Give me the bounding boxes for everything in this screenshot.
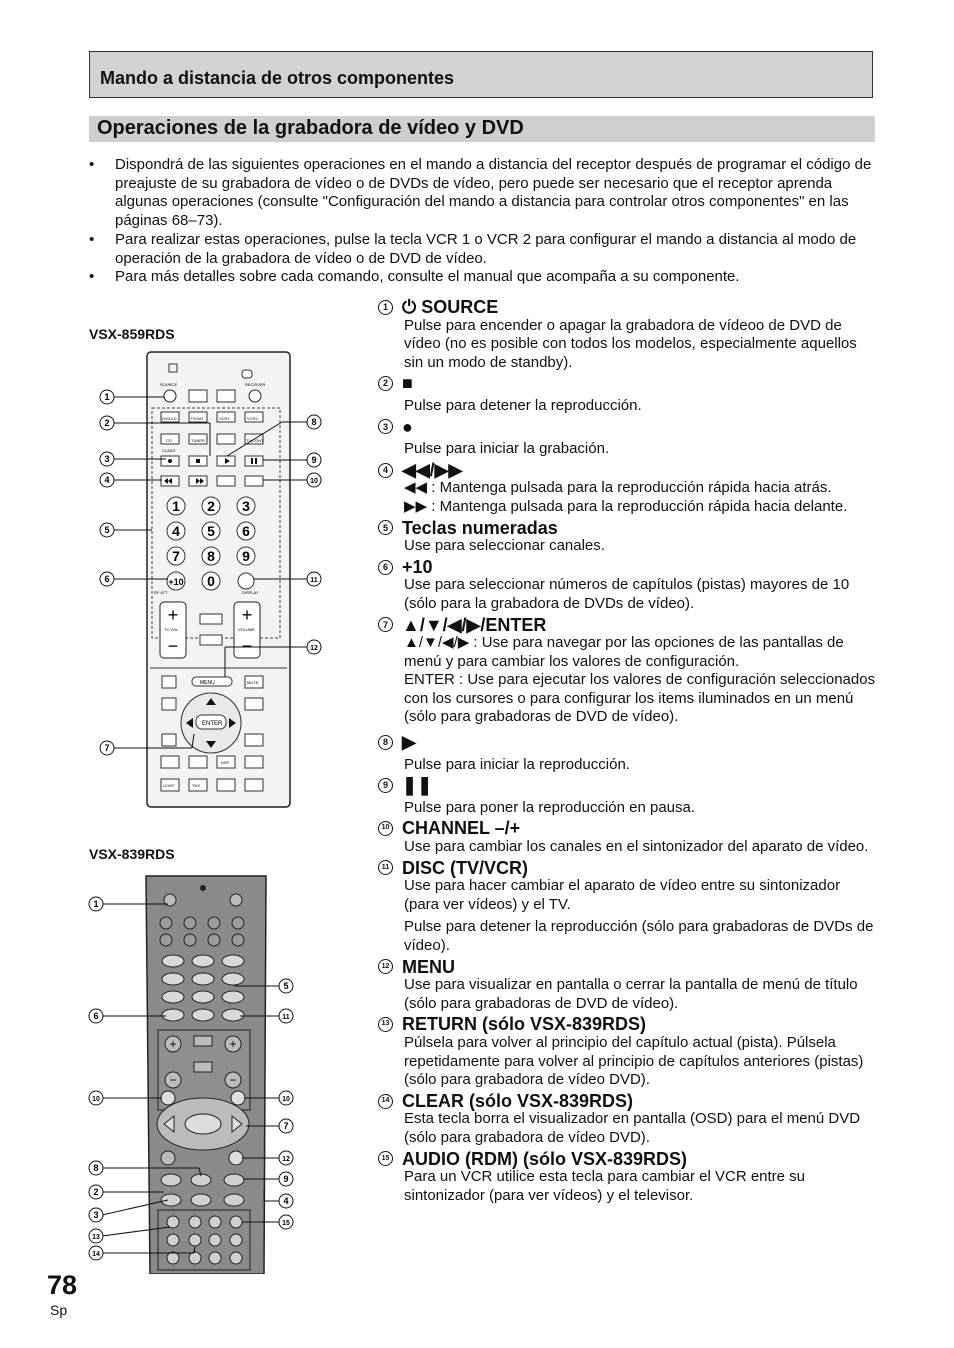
svg-text:−: − bbox=[229, 1073, 237, 1087]
key-label: DVD/LD bbox=[162, 416, 177, 421]
digit-0: 0 bbox=[207, 573, 215, 589]
item-5 bbox=[378, 519, 878, 556]
key-label: VCR1 bbox=[219, 416, 230, 421]
language-code: Sp bbox=[50, 1302, 68, 1318]
callout-number: 9 bbox=[283, 1174, 289, 1184]
item-description: ◀◀ : Mantenga pulsada para la reproducción rápida hacia atrás. bbox=[404, 479, 832, 497]
key-label: MUTE bbox=[247, 680, 259, 685]
item-description: Use para cambiar los canales en el sintonizador del aparato de vídeo. bbox=[404, 838, 869, 856]
key-label: MENU bbox=[200, 680, 215, 686]
item-title: ◀◀/▶▶ bbox=[402, 459, 463, 480]
digit-5: 5 bbox=[207, 523, 215, 539]
callout-number: 15 bbox=[282, 1220, 290, 1227]
item-title: CLEAR (sólo VSX-839RDS) bbox=[402, 1090, 634, 1111]
item-2 bbox=[378, 374, 878, 415]
item-title: CHANNEL –/+ bbox=[402, 818, 521, 839]
callout-number: 5 bbox=[283, 981, 289, 991]
callout-number: 11 bbox=[310, 577, 318, 584]
item-description: Pulse para detener la reproducción. bbox=[404, 396, 642, 414]
callout-number: 2 bbox=[104, 418, 110, 428]
svg-text:−: − bbox=[169, 1073, 177, 1087]
item-8 bbox=[378, 733, 878, 774]
digit-2: 2 bbox=[207, 498, 215, 514]
item-heading bbox=[378, 776, 878, 795]
item-heading bbox=[378, 298, 878, 317]
item-7 bbox=[378, 616, 878, 732]
item-heading bbox=[378, 461, 878, 480]
digit-9: 9 bbox=[242, 548, 250, 564]
item-number: 6 bbox=[378, 560, 393, 575]
item-6 bbox=[378, 558, 878, 614]
item-description: Use para hacer cambiar el aparato de vídeo entre su sintonizador (para ver vídeos) y el TV. bbox=[404, 877, 841, 913]
digit-plus10: +10 bbox=[168, 577, 184, 587]
callout-number: 7 bbox=[283, 1121, 289, 1131]
item-title: +10 bbox=[402, 556, 433, 577]
item-description: Use para seleccionar canales. bbox=[404, 537, 605, 555]
item-number: 7 bbox=[378, 617, 393, 632]
callout-number: 4 bbox=[104, 475, 110, 485]
item-10 bbox=[378, 819, 878, 856]
item-number: 15 bbox=[378, 1151, 393, 1166]
item-9 bbox=[378, 776, 878, 817]
item-title: Teclas numeradas bbox=[402, 517, 558, 538]
item-description: ▲/▼/◀/▶ : Use para navegar por las opciones de las pantallas de menú y para cambiar los valores de configuración. bbox=[404, 634, 844, 670]
model-label-839: VSX-839RDS bbox=[89, 846, 175, 862]
svg-text:+: + bbox=[169, 1037, 177, 1051]
callout-number: 6 bbox=[93, 1011, 99, 1021]
key-label: LIGHT bbox=[163, 783, 175, 788]
item-number: 9 bbox=[378, 778, 393, 793]
item-number: 3 bbox=[378, 419, 393, 434]
section-title: Operaciones de la grabadora de vídeo y DVD bbox=[97, 117, 524, 139]
item-heading bbox=[378, 859, 878, 878]
callout-number: 10 bbox=[310, 478, 318, 485]
key-label: VOLUME bbox=[238, 627, 255, 632]
callout-number: 13 bbox=[92, 1234, 100, 1241]
callout-number: 10 bbox=[92, 1096, 100, 1103]
svg-text:+: + bbox=[241, 605, 253, 625]
key-label: TV VOL bbox=[164, 627, 179, 632]
item-description: Esta tecla borra el visualizador en pantalla (OSD) para el menú DVD (sólo para grabadora de vídeo DVD). bbox=[404, 1110, 861, 1146]
key-label: TUNER bbox=[191, 438, 205, 443]
item-number: 8 bbox=[378, 735, 393, 750]
item-heading bbox=[378, 819, 878, 838]
item-number: 12 bbox=[378, 959, 393, 974]
item-title: ▶ bbox=[402, 732, 416, 753]
bullet-item: • Dispondrá de las siguientes operaciones en el mando a distancia del receptor después de programar el código de preajuste de su grabadora de vídeo o de DVDs de vídeo, pero puede ser necesario que el receptor aprenda algunas operaciones (consulte "Configuración del mando a distancia para controlar otros componentes" en las páginas 68–73). bbox=[89, 156, 872, 229]
item-title: MENU bbox=[402, 956, 455, 977]
item-14 bbox=[378, 1092, 878, 1148]
item-4 bbox=[378, 461, 878, 517]
item-description: Pulse para detener la reproducción (sólo para grabadoras de DVDs de vídeo). bbox=[404, 918, 874, 954]
callout-number: 1 bbox=[104, 392, 110, 402]
subsection-header bbox=[89, 116, 875, 142]
item-description: Púlsela para volver al principio del capítulo actual (pista). Púlsela repetidamente para volver al principio de capítulos anteriores (pistas) (sólo para grabadora de vídeo DVD). bbox=[404, 1033, 864, 1089]
item-description: Pulse para poner la reproducción en pausa. bbox=[404, 798, 696, 816]
callout-number: 11 bbox=[282, 1014, 290, 1021]
item-heading bbox=[378, 558, 878, 577]
callout-number: 14 bbox=[92, 1251, 100, 1258]
callout-number: 5 bbox=[104, 525, 110, 535]
key-label: VCR2 bbox=[247, 416, 258, 421]
callout-number: 6 bbox=[104, 574, 110, 584]
item-heading bbox=[378, 1092, 878, 1111]
key-label: DSP bbox=[221, 760, 230, 765]
digit-7: 7 bbox=[172, 548, 180, 564]
item-title: ❚❚ bbox=[402, 775, 433, 796]
key-label: TV/CONT bbox=[246, 438, 264, 443]
item-description: Pulse para encender o apagar la grabadora de vídeoo de DVD de vídeo (no es posible con todos los modelos, especialmente aquellos sin un modo de standby). bbox=[404, 316, 857, 371]
item-heading bbox=[378, 1150, 878, 1169]
key-label: ENTER bbox=[202, 721, 223, 727]
item-description: ENTER : Use para ejecutar los valores de configuración seleccionados con los cursores o para configurar los items iluminados en un menú (sólo para grabadoras de DVD de vídeo). bbox=[404, 671, 876, 726]
item-13 bbox=[378, 1015, 878, 1089]
key-label: THX bbox=[192, 783, 200, 788]
item-description: Use para seleccionar números de capítulos (pistas) mayores de 10 (sólo para la grabadora de DVDs de vídeo). bbox=[404, 576, 850, 612]
item-number: 2 bbox=[378, 376, 393, 391]
key-label: CD bbox=[166, 438, 172, 443]
item-description: Para un VCR utilice esta tecla para cambiar el VCR entre su sintonizador (para ver vídeos) y el televisor. bbox=[404, 1168, 806, 1204]
remote-illustration-859 bbox=[92, 350, 332, 810]
item-heading bbox=[378, 958, 878, 977]
key-label: RECEIVER bbox=[245, 382, 266, 387]
item-number: 1 bbox=[378, 300, 393, 315]
item-title: ⏻ SOURCE bbox=[402, 297, 499, 317]
page-number: 78 bbox=[47, 1270, 78, 1300]
item-11 bbox=[378, 859, 878, 956]
bullet-item: • Para más detalles sobre cada comando, consulte el manual que acompaña a su componente. bbox=[89, 268, 740, 285]
item-heading bbox=[378, 374, 878, 393]
key-label: RF ATT bbox=[154, 590, 168, 595]
item-title: RETURN (sólo VSX-839RDS) bbox=[402, 1014, 647, 1035]
digit-4: 4 bbox=[172, 523, 180, 539]
item-number: 4 bbox=[378, 463, 393, 478]
bullet-item: • Para realizar estas operaciones, pulse la tecla VCR 1 o VCR 2 para configurar el mando a distancia al modo de operación de la grabadora de vídeo o de DVD de vídeo. bbox=[89, 231, 857, 267]
item-title: AUDIO (RDM) (sólo VSX-839RDS) bbox=[402, 1148, 688, 1169]
svg-text:+: + bbox=[167, 605, 179, 625]
items-list bbox=[378, 296, 878, 1205]
callout-number: 12 bbox=[310, 645, 318, 652]
model-label-859: VSX-859RDS bbox=[89, 326, 175, 342]
item-heading bbox=[378, 519, 878, 538]
digit-8: 8 bbox=[207, 548, 215, 564]
item-heading bbox=[378, 733, 878, 752]
digit-6: 6 bbox=[242, 523, 250, 539]
callout-number: 3 bbox=[104, 454, 110, 464]
key-label: CLASS bbox=[162, 448, 176, 453]
item-heading bbox=[378, 1015, 878, 1034]
callout-number: 3 bbox=[93, 1210, 99, 1220]
item-number: 11 bbox=[378, 860, 393, 875]
item-title: ● bbox=[402, 416, 413, 437]
svg-text:−: − bbox=[241, 636, 253, 656]
callout-number: 10 bbox=[282, 1096, 290, 1103]
key-label: DISPLAY bbox=[242, 590, 259, 595]
callout-number: 7 bbox=[104, 743, 110, 753]
callout-number: 1 bbox=[93, 899, 99, 909]
svg-text:−: − bbox=[167, 636, 179, 656]
item-1 bbox=[378, 298, 878, 372]
item-title: ■ bbox=[402, 373, 413, 394]
key-label: SOURCE bbox=[160, 382, 178, 387]
callout-number: 8 bbox=[93, 1163, 99, 1173]
callout-number: 4 bbox=[283, 1196, 289, 1206]
digit-3: 3 bbox=[242, 498, 250, 514]
item-description: Use para visualizar en pantalla o cerrar la pantalla de menú de título (sólo para grabadoras de DVD de vídeo). bbox=[404, 976, 858, 1012]
item-title: DISC (TV/VCR) bbox=[402, 857, 528, 878]
item-12 bbox=[378, 958, 878, 1014]
item-heading bbox=[378, 418, 878, 437]
remote-illustration-839 bbox=[84, 872, 314, 1274]
item-description: ▶▶ : Mantenga pulsada para la reproducción rápida hacia delante. bbox=[404, 497, 848, 515]
item-number: 13 bbox=[378, 1017, 393, 1032]
item-number: 10 bbox=[378, 821, 393, 836]
item-3 bbox=[378, 418, 878, 459]
item-heading bbox=[378, 616, 878, 635]
section-header bbox=[89, 51, 873, 98]
header-title: Mando a distancia de otros componentes bbox=[100, 68, 455, 88]
item-description: Pulse para iniciar la reproducción. bbox=[404, 755, 630, 773]
digit-1: 1 bbox=[172, 498, 180, 514]
item-15 bbox=[378, 1150, 878, 1206]
callout-number: 2 bbox=[93, 1187, 99, 1197]
item-number: 14 bbox=[378, 1094, 393, 1109]
key-label: TV/SAT bbox=[190, 416, 204, 421]
item-title: ▲/▼/◀/▶/ENTER bbox=[402, 614, 547, 635]
item-number: 5 bbox=[378, 520, 393, 535]
callout-number: 12 bbox=[282, 1156, 290, 1163]
item-description: Pulse para iniciar la grabación. bbox=[404, 440, 610, 458]
svg-text:+: + bbox=[229, 1037, 237, 1051]
callout-number: 8 bbox=[311, 417, 317, 427]
callout-number: 9 bbox=[311, 455, 317, 465]
